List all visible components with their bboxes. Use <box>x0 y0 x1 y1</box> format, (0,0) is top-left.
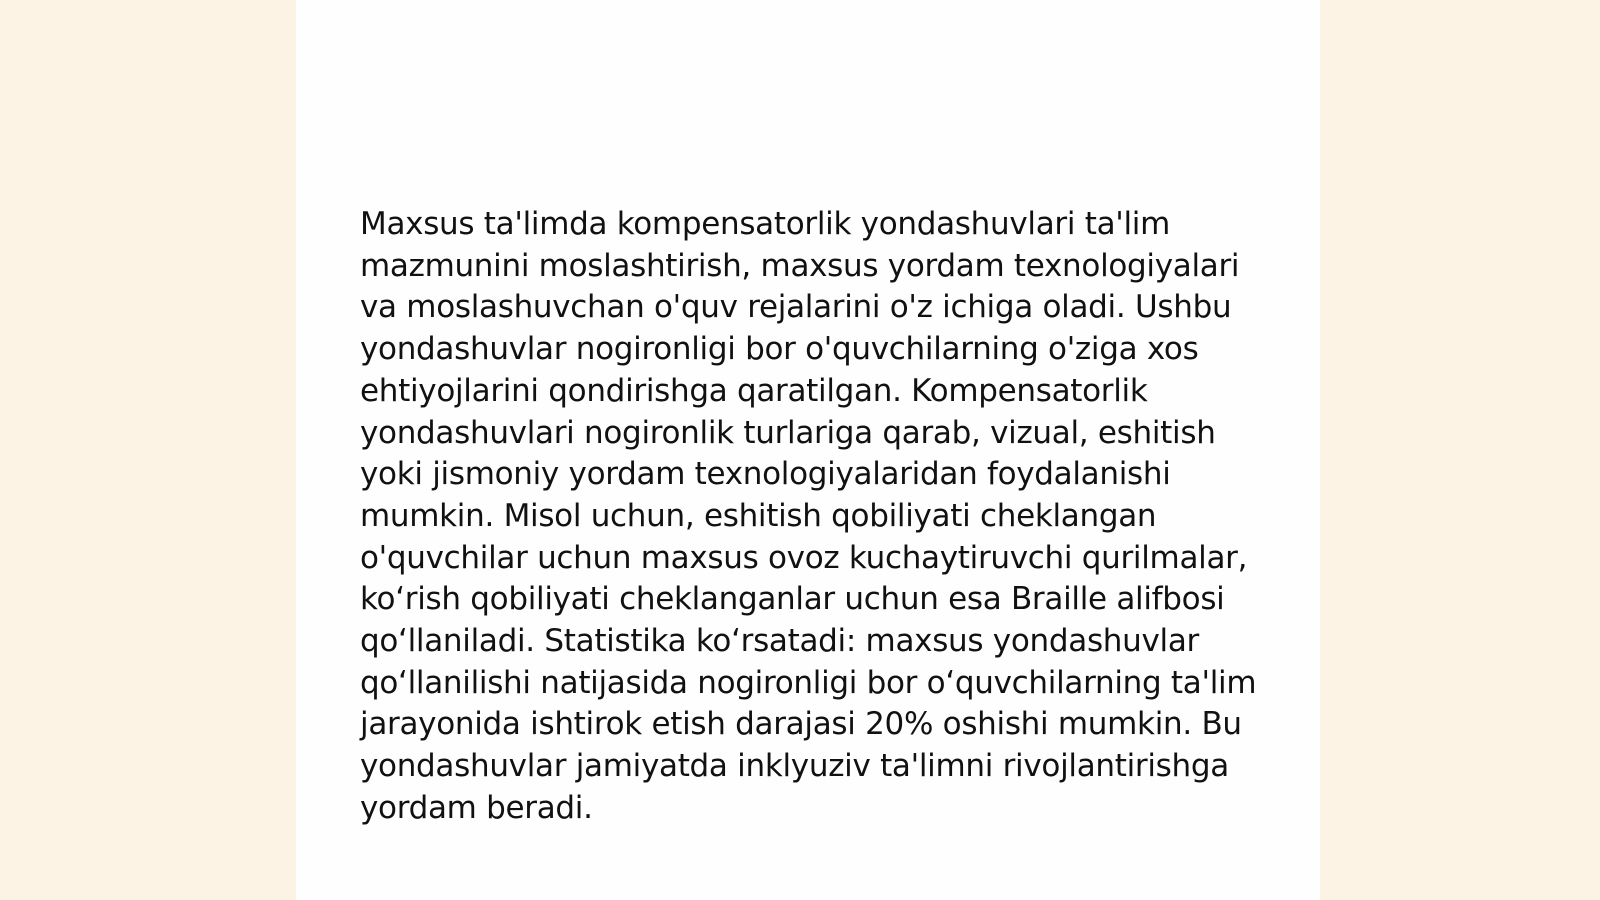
body-paragraph: Maxsus ta'limda kompensatorlik yondashuvlari ta'lim mazmunini moslashtirish, maxsus yordam texnologiyalari va moslashuvchan o'quv rejalarini o'z ichiga oladi. Ushbu yondashuvlar nogironligi bor o'quvchilarning o'ziga xos ehtiyojlarini qondirishga qaratilgan. Kompensatorlik yondashuvlari nogironlik turlariga qarab, vizual, eshitish yoki jismoniy yordam texnologiyalaridan foydalanishi mumkin. Misol uchun, eshitish qobiliyati cheklangan o'quvchilar uchun maxsus ovoz kuchaytiruvchi qurilmalar, koʻrish qobiliyati cheklanganlar uchun esa Braille alifbosi qoʻllaniladi. Statistika koʻrsatadi: maxsus yondashuvlar qoʻllanilishi natijasida nogironligi bor oʻquvchilarning ta'lim jarayonida ishtirok etish darajasi 20% oshishi mumkin. Bu yondashuvlar jamiyatda inklyuziv ta'limni rivojlantirishga yordam beradi. <box>360 206 1257 826</box>
document-page <box>296 0 1320 900</box>
